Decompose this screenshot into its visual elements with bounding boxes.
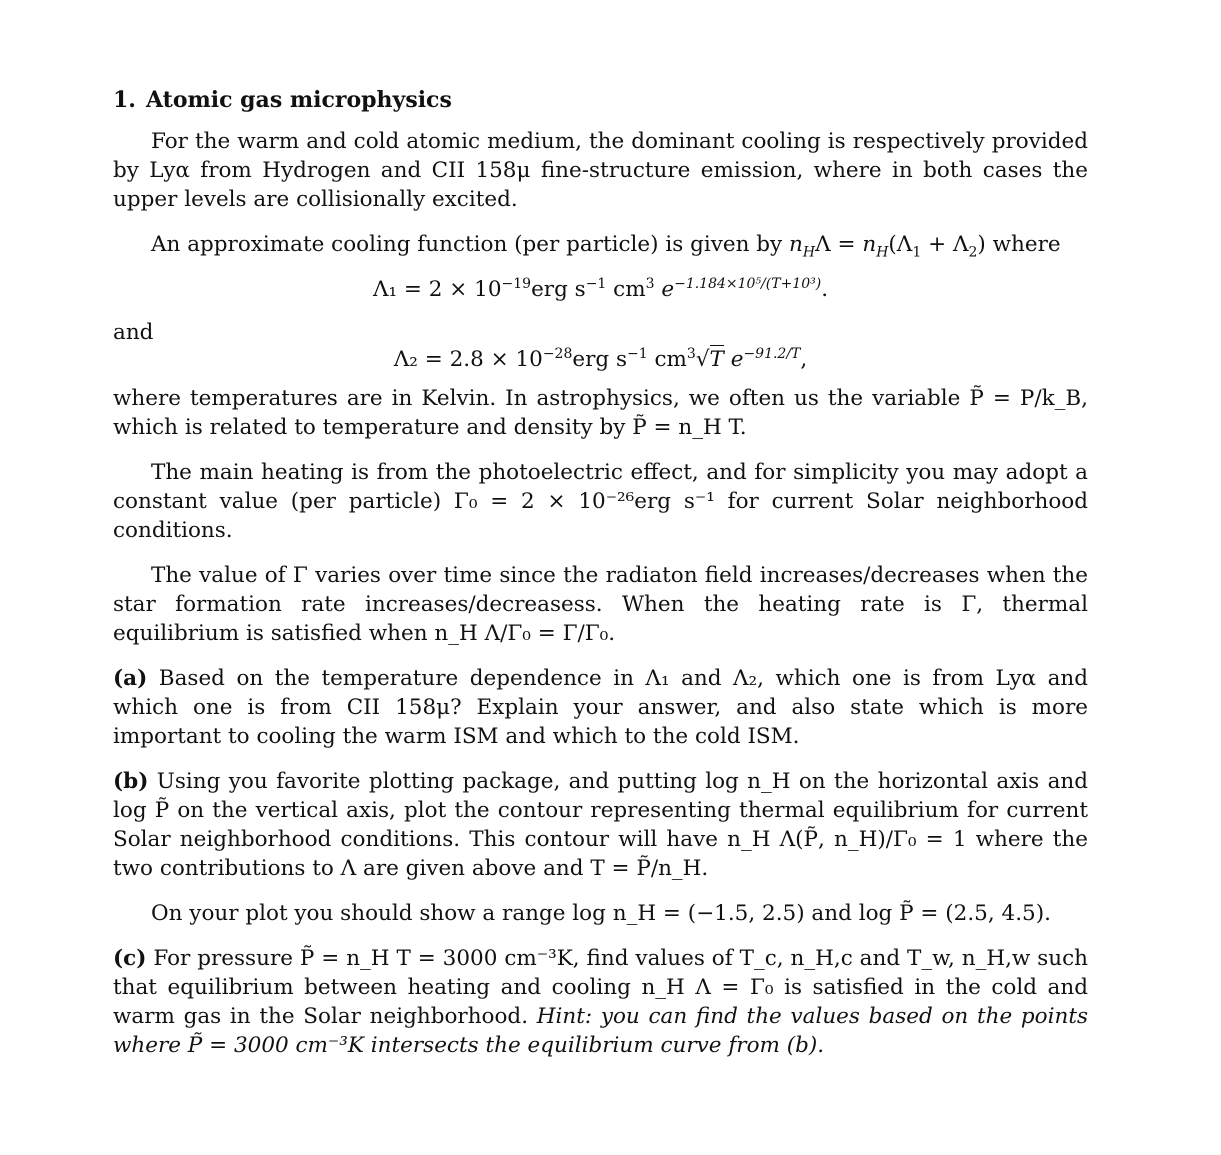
cooling-function-paragraph: An approximate cooling function (per particle) is given by $n_H\Lambda = n_H(\Lambda_1 + \Lambda_2)$ where: [151, 232, 1061, 261]
part-c-label: (c): [113, 946, 147, 971]
part-a-label: (a): [113, 666, 148, 691]
section-heading: [113, 86, 1088, 115]
part-c-hint: Hint: you can find the values based on the points where P̃ = 3000 cm⁻³K intersects the equilibrium curve from (b).: [113, 1004, 1088, 1058]
temperature-paragraph: where temperatures are in Kelvin. In astrophysics, we often us the variable P̃ = P/k_B, which is related to temperature and density by P̃ = n_H T.: [113, 386, 1088, 440]
section-title: Atomic gas microphysics: [145, 87, 452, 113]
part-b: [113, 767, 1088, 883]
part-a-text: Based on the temperature dependence in Λ₁ and Λ₂, which one is from Lyα and which one is from CII 158μ? Explain your answer, and also state which is more important to cooling the warm ISM and which to the cold ISM.: [113, 666, 1088, 749]
part-a: [113, 664, 1088, 751]
plot-range-paragraph: On your plot you should show a range log n_H = (−1.5, 2.5) and log P̃ = (2.5, 4.5).: [151, 901, 1051, 926]
cooling-intro-text: An approximate cooling function (per particle) is given by: [151, 232, 790, 257]
heating-paragraph: The main heating is from the photoelectric effect, and for simplicity you may adopt a constant value (per particle) Γ₀ = 2 × 10⁻²⁶erg s⁻¹ for current Solar neighborhood conditions.: [113, 460, 1088, 543]
equation-lambda2: $\Lambda_2 = 2.8 \times 10^{-28}erg$ $s^{-1}$ $cm^3√T$ $e^{-91.2/T}$,: [393, 345, 808, 372]
part-b-label: (b): [113, 769, 149, 794]
section-number: 1.: [113, 87, 136, 113]
part-c-text: For pressure P̃ = n_H T = 3000 cm⁻³K, find values of T_c, n_H,c and T_w, n_H,w such that equilibrium between heating and cooling n_H Λ = Γ₀ is satisfied in the cold and warm gas in the Solar neighborhood.: [113, 946, 1088, 1029]
intro-paragraph: For the warm and cold atomic medium, the dominant cooling is respectively provided by Lyα from Hydrogen and CII 158μ fine-structure emission, where in both cases the upper levels are collisionally excited.: [113, 129, 1088, 212]
equation-lambda1: $\Lambda_1 = 2 \times 10^{-19}erg$ $s^{-1}$ $cm^3$ $e^{-1.184\times 10^5/(T+10^3)}$.: [372, 275, 829, 302]
cooling-intro-post: where: [985, 232, 1061, 257]
part-b-text: Using you favorite plotting package, and putting log n_H on the horizontal axis and log P̃ on the vertical axis, plot the contour representing thermal equilibrium for current Solar neighborhood conditions. This contour will have n_H Λ(P̃, n_H)/Γ₀ = 1 where the two contributions to Λ are given above and T = P̃/n_H.: [113, 769, 1088, 881]
equilibrium-paragraph: The value of Γ varies over time since the radiaton field increases/decreases when the star formation rate increases/decreasess. When the heating rate is Γ, thermal equilibrium is satisfied when n_H Λ/Γ₀ = Γ/Γ₀.: [113, 563, 1088, 646]
part-c: [113, 944, 1088, 1060]
and-word: and: [113, 320, 154, 345]
problem-page: [113, 86, 1088, 1076]
